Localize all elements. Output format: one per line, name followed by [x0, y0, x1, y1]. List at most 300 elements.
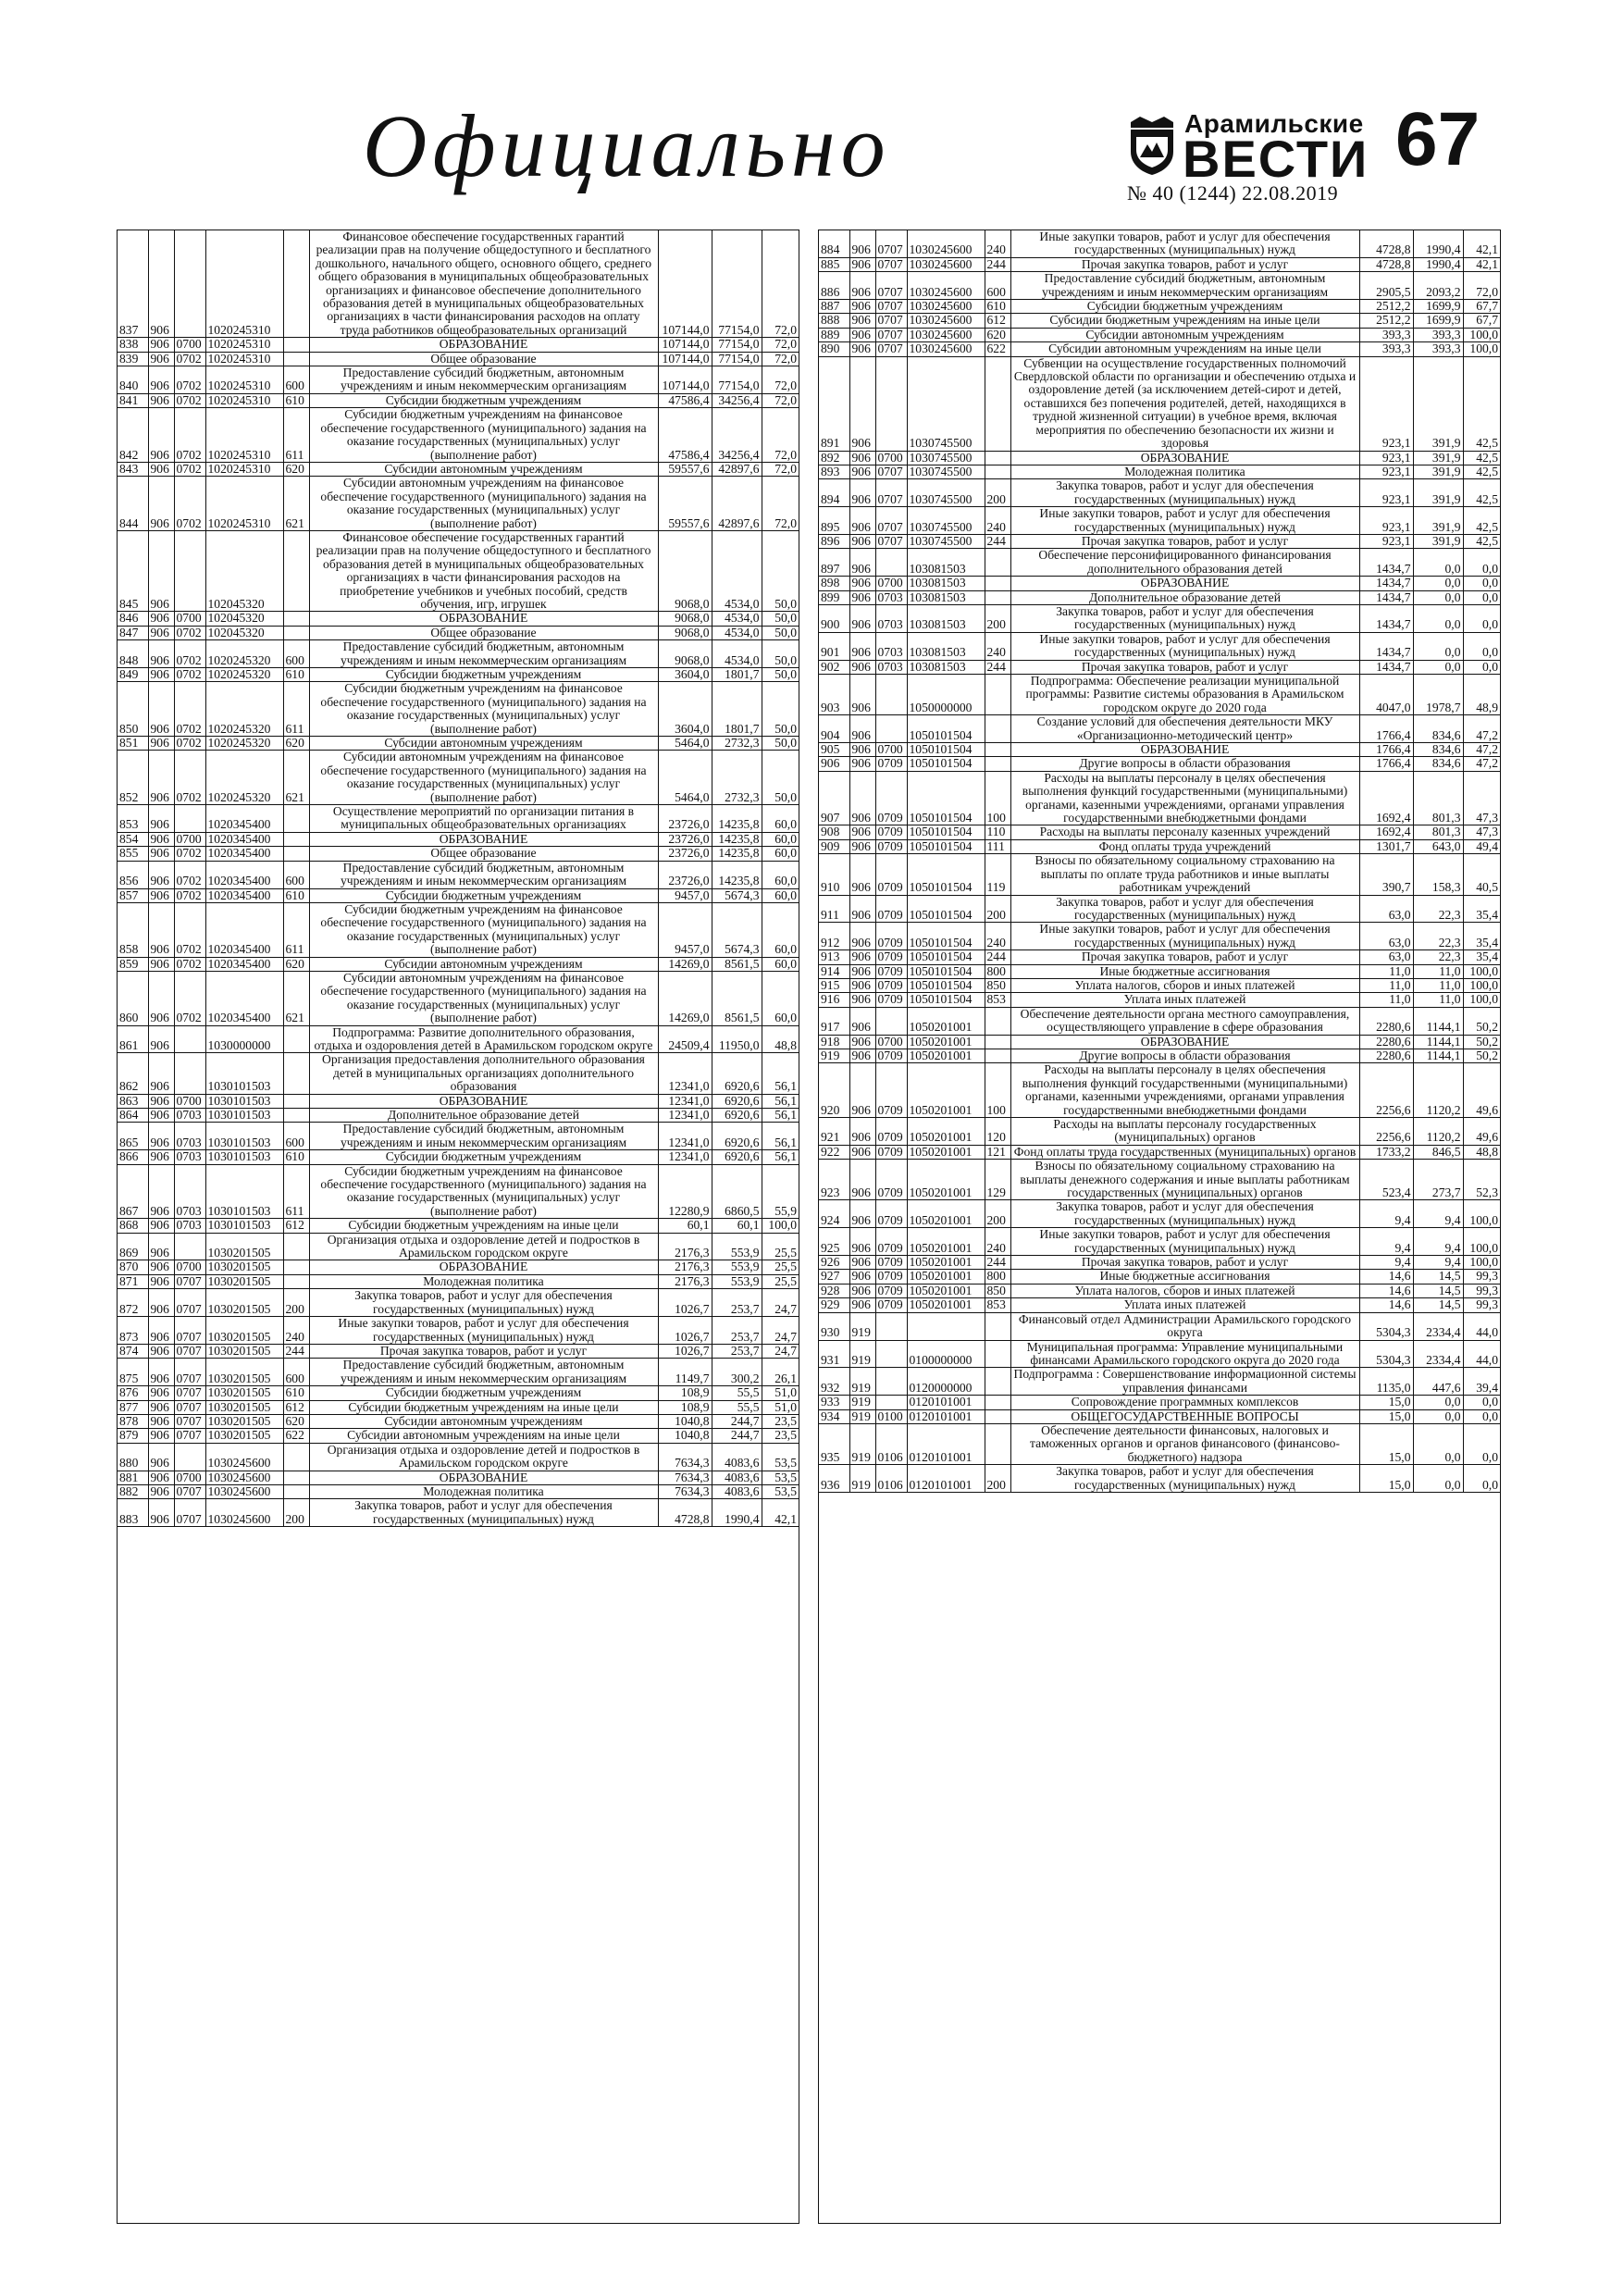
expense-type-code-cell — [985, 577, 1010, 590]
executed-amount-cell: 77154,0 — [712, 366, 762, 394]
expense-type-code-cell: 600 — [283, 640, 309, 668]
section-code-cell — [875, 675, 907, 715]
expense-type-code-cell — [985, 1312, 1010, 1340]
expense-type-code-cell: 200 — [283, 1499, 309, 1527]
table-row — [118, 626, 799, 639]
planned-amount-cell: 23726,0 — [658, 832, 712, 846]
planned-amount-cell: 1766,4 — [1359, 715, 1413, 743]
executed-amount-cell: 1144,1 — [1413, 1049, 1463, 1062]
expense-name-cell: Обеспечение деятельности органа местного самоуправления, осуществляющего управление в сфере образования — [1010, 1007, 1359, 1035]
execution-percent-cell: 23,5 — [762, 1414, 799, 1428]
table-row — [819, 978, 1500, 992]
row-number-cell: 919 — [819, 1049, 849, 1062]
section-code-cell — [174, 530, 205, 611]
section-code-cell: 0707 — [875, 314, 907, 328]
target-article-code-cell: 1030245600 — [205, 1499, 283, 1527]
expense-type-code-cell: 610 — [283, 1386, 309, 1400]
table-row — [118, 477, 799, 531]
table-row — [819, 1340, 1500, 1368]
section-code-cell: 0707 — [875, 465, 907, 478]
expense-name-cell: Субсидии автономным учреждениям на финансовое обеспечение государственного (муниципального) задания на оказание государственных (муниципальных) услуг (выполнение работ) — [309, 751, 658, 805]
ministry-code-cell: 906 — [849, 950, 875, 964]
execution-percent-cell: 99,3 — [1463, 1284, 1500, 1297]
execution-percent-cell: 56,1 — [762, 1123, 799, 1150]
expense-name-cell: Субсидии бюджетным учреждениям на иные цели — [309, 1219, 658, 1233]
planned-amount-cell: 11,0 — [1359, 978, 1413, 992]
expense-name-cell: Субсидии бюджетным учреждениям на финансовое обеспечение государственного (муниципального) задания на оказание государственных (муниципальных) услуг (выполнение работ) — [309, 1164, 658, 1219]
table-row — [819, 1063, 1500, 1118]
planned-amount-cell: 390,7 — [1359, 854, 1413, 895]
row-number-cell: 931 — [819, 1340, 849, 1368]
section-code-cell: 0700 — [174, 1260, 205, 1274]
expense-type-code-cell: 622 — [985, 342, 1010, 356]
ministry-code-cell: 906 — [148, 861, 174, 888]
executed-amount-cell: 14235,8 — [712, 861, 762, 888]
planned-amount-cell: 1434,7 — [1359, 577, 1413, 590]
table-row — [819, 534, 1500, 548]
execution-percent-cell: 100,0 — [1463, 328, 1500, 341]
expense-type-code-cell: 612 — [283, 1400, 309, 1414]
executed-amount-cell: 9,4 — [1413, 1256, 1463, 1270]
ministry-code-cell: 906 — [849, 1228, 875, 1256]
section-code-cell — [174, 805, 205, 833]
ministry-code-cell: 906 — [148, 1150, 174, 1164]
planned-amount-cell: 9068,0 — [658, 640, 712, 668]
expense-name-cell: Расходы на выплаты персоналу в целях обеспечения выполнения функций государственными (муниципальными) органами, казенными учреждениями, органами управления государственными внебюджетными фондами — [1010, 1063, 1359, 1118]
table-row — [819, 660, 1500, 674]
executed-amount-cell: 1990,4 — [1413, 230, 1463, 257]
expense-type-code-cell: 622 — [283, 1429, 309, 1443]
target-article-code-cell: 1050201001 — [907, 1270, 985, 1284]
execution-percent-cell: 72,0 — [762, 230, 799, 338]
expense-type-code-cell: 610 — [283, 668, 309, 682]
ministry-code-cell: 906 — [849, 825, 875, 839]
ministry-code-cell: 906 — [148, 477, 174, 531]
target-article-code-cell: 1050201001 — [907, 1049, 985, 1062]
ministry-code-cell: 906 — [849, 1298, 875, 1312]
table-row — [819, 507, 1500, 535]
row-number-cell: 854 — [118, 832, 148, 846]
planned-amount-cell: 9457,0 — [658, 902, 712, 957]
planned-amount-cell: 12280,9 — [658, 1164, 712, 1219]
section-code-cell: 0703 — [875, 632, 907, 660]
planned-amount-cell: 14,6 — [1359, 1284, 1413, 1297]
expense-name-cell: Предоставление субсидий бюджетным, автономным учреждениям и иным некоммерческим организациям — [309, 366, 658, 394]
executed-amount-cell: 0,0 — [1413, 577, 1463, 590]
row-number-cell: 913 — [819, 950, 849, 964]
execution-percent-cell: 35,4 — [1463, 895, 1500, 923]
expense-name-cell: Взносы по обязательному социальному страхованию на выплаты по оплате труда работников и иные выплаты работникам учреждений — [1010, 854, 1359, 895]
section-code-cell — [875, 1340, 907, 1368]
section-code-cell: 0700 — [875, 577, 907, 590]
expense-name-cell: Иные закупки товаров, работ и услуг для обеспечения государственных (муниципальных) нужд — [1010, 1228, 1359, 1256]
planned-amount-cell: 12341,0 — [658, 1094, 712, 1108]
row-number-cell: 837 — [118, 230, 148, 338]
planned-amount-cell: 14,6 — [1359, 1298, 1413, 1312]
expense-type-code-cell: 600 — [283, 861, 309, 888]
execution-percent-cell: 42,5 — [1463, 479, 1500, 507]
section-code-cell: 0709 — [875, 1049, 907, 1062]
expense-name-cell: Фонд оплаты труда государственных (муниципальных) органов — [1010, 1145, 1359, 1159]
execution-percent-cell: 72,0 — [1463, 272, 1500, 300]
expense-type-code-cell — [283, 1484, 309, 1498]
row-number-cell: 869 — [118, 1233, 148, 1260]
expense-type-code-cell: 611 — [283, 1164, 309, 1219]
expense-type-code-cell — [985, 590, 1010, 604]
expense-name-cell: Закупка товаров, работ и услуг для обеспечения государственных (муниципальных) нужд — [1010, 604, 1359, 632]
section-code-cell: 0702 — [174, 888, 205, 902]
planned-amount-cell: 108,9 — [658, 1386, 712, 1400]
expense-type-code-cell — [283, 1109, 309, 1123]
executed-amount-cell: 4534,0 — [712, 640, 762, 668]
expense-name-cell: Расходы на выплаты персоналу государственных (муниципальных) органов — [1010, 1118, 1359, 1146]
section-code-cell: 0709 — [875, 839, 907, 853]
section-code-cell: 0707 — [174, 1317, 205, 1345]
expense-name-cell: Уплата иных платежей — [1010, 1298, 1359, 1312]
expense-type-code-cell: 240 — [985, 230, 1010, 257]
table-row — [118, 682, 799, 737]
ministry-code-cell: 919 — [849, 1312, 875, 1340]
planned-amount-cell: 1026,7 — [658, 1344, 712, 1358]
expense-type-code-cell — [283, 847, 309, 861]
expense-type-code-cell: 850 — [985, 978, 1010, 992]
execution-percent-cell: 60,0 — [762, 861, 799, 888]
planned-amount-cell: 47586,4 — [658, 408, 712, 463]
table-row — [819, 839, 1500, 853]
row-number-cell: 849 — [118, 668, 148, 682]
ministry-code-cell: 906 — [849, 1035, 875, 1049]
ministry-code-cell: 906 — [148, 626, 174, 639]
target-article-code-cell: 1030201505 — [205, 1414, 283, 1428]
table-row — [118, 1274, 799, 1288]
target-article-code-cell: 1030245600 — [907, 300, 985, 314]
planned-amount-cell: 4728,8 — [658, 1499, 712, 1527]
expense-type-code-cell — [985, 1035, 1010, 1049]
ministry-code-cell: 906 — [849, 715, 875, 743]
ministry-code-cell: 906 — [849, 1049, 875, 1062]
expense-name-cell: Субсидии бюджетным учреждениям — [309, 393, 658, 407]
expense-type-code-cell: 611 — [283, 408, 309, 463]
executed-amount-cell: 77154,0 — [712, 338, 762, 352]
target-article-code-cell: 1050101504 — [907, 854, 985, 895]
row-number-cell: 910 — [819, 854, 849, 895]
row-number-cell: 861 — [118, 1025, 148, 1053]
expense-name-cell: Подпрограмма : Совершенствование информационной системы управления финансами — [1010, 1368, 1359, 1396]
expense-type-code-cell — [283, 352, 309, 366]
table-row — [118, 1344, 799, 1358]
target-article-code-cell: 0120101001 — [907, 1396, 985, 1409]
expense-type-code-cell: 600 — [985, 272, 1010, 300]
executed-amount-cell: 393,3 — [1413, 328, 1463, 341]
expense-type-code-cell: 200 — [985, 1200, 1010, 1228]
expense-type-code-cell: 621 — [283, 971, 309, 1025]
row-number-cell: 926 — [819, 1256, 849, 1270]
expense-type-code-cell — [985, 757, 1010, 771]
executed-amount-cell: 1144,1 — [1413, 1007, 1463, 1035]
table-row — [118, 1414, 799, 1428]
expense-type-code-cell: 244 — [985, 1256, 1010, 1270]
execution-percent-cell: 47,2 — [1463, 715, 1500, 743]
execution-percent-cell: 50,2 — [1463, 1049, 1500, 1062]
expense-type-code-cell: 100 — [985, 1063, 1010, 1118]
expense-name-cell: Субсидии автономным учреждениям — [309, 462, 658, 476]
table-row — [819, 1465, 1500, 1493]
planned-amount-cell: 1149,7 — [658, 1359, 712, 1386]
target-article-code-cell: 1030745500 — [907, 451, 985, 465]
executed-amount-cell: 11,0 — [1413, 993, 1463, 1007]
expense-type-code-cell: 621 — [283, 751, 309, 805]
execution-percent-cell: 49,6 — [1463, 1063, 1500, 1118]
target-article-code-cell: 1030245600 — [907, 342, 985, 356]
expense-name-cell: Субсидии автономным учреждениям — [1010, 328, 1359, 341]
row-number-cell: 858 — [118, 902, 148, 957]
ministry-code-cell: 906 — [148, 682, 174, 737]
ministry-code-cell: 906 — [148, 530, 174, 611]
row-number-cell: 892 — [819, 451, 849, 465]
expense-name-cell: Субсидии бюджетным учреждениям — [309, 1150, 658, 1164]
planned-amount-cell: 3604,0 — [658, 682, 712, 737]
planned-amount-cell: 63,0 — [1359, 950, 1413, 964]
planned-amount-cell: 5304,3 — [1359, 1312, 1413, 1340]
planned-amount-cell: 12341,0 — [658, 1053, 712, 1094]
target-article-code-cell: 1030101503 — [205, 1109, 283, 1123]
executed-amount-cell: 1990,4 — [1413, 257, 1463, 271]
expense-type-code-cell — [283, 230, 309, 338]
target-article-code-cell: 1020245310 — [205, 393, 283, 407]
expense-name-cell: Подпрограмма: Развитие дополнительного образования, отдыха и оздоровления детей в Арамильском городском округе — [309, 1025, 658, 1053]
expense-name-cell: Иные закупки товаров, работ и услуг для обеспечения государственных (муниципальных) нужд — [1010, 923, 1359, 950]
table-row — [819, 577, 1500, 590]
execution-percent-cell: 49,6 — [1463, 1118, 1500, 1146]
executed-amount-cell: 253,7 — [712, 1317, 762, 1345]
ministry-code-cell: 906 — [148, 408, 174, 463]
table-row — [118, 338, 799, 352]
target-article-code-cell: 1020245320 — [205, 751, 283, 805]
execution-percent-cell: 60,0 — [762, 957, 799, 971]
ministry-code-cell: 906 — [849, 978, 875, 992]
execution-percent-cell: 60,0 — [762, 805, 799, 833]
brand-name-top: Арамильские — [1184, 109, 1364, 138]
executed-amount-cell: 5674,3 — [712, 902, 762, 957]
planned-amount-cell: 107144,0 — [658, 352, 712, 366]
execution-percent-cell: 60,0 — [762, 888, 799, 902]
planned-amount-cell: 1135,0 — [1359, 1368, 1413, 1396]
row-number-cell: 862 — [118, 1053, 148, 1094]
target-article-code-cell: 1020345400 — [205, 861, 283, 888]
table-row — [819, 1007, 1500, 1035]
row-number-cell: 842 — [118, 408, 148, 463]
expense-type-code-cell — [283, 1274, 309, 1288]
row-number-cell: 929 — [819, 1298, 849, 1312]
section-code-cell: 0707 — [875, 507, 907, 535]
section-code-cell: 0703 — [174, 1164, 205, 1219]
coat-of-arms-icon — [1127, 115, 1177, 176]
ministry-code-cell: 919 — [849, 1396, 875, 1409]
expense-name-cell: Закупка товаров, работ и услуг для обеспечения государственных (муниципальных) нужд — [309, 1499, 658, 1527]
ministry-code-cell: 906 — [148, 1260, 174, 1274]
section-code-cell: 0707 — [174, 1359, 205, 1386]
executed-amount-cell: 11,0 — [1413, 964, 1463, 978]
section-code-cell: 0707 — [174, 1274, 205, 1288]
row-number-cell: 839 — [118, 352, 148, 366]
ministry-code-cell: 906 — [849, 577, 875, 590]
section-code-cell — [875, 549, 907, 577]
expense-name-cell: Фонд оплаты труда учреждений — [1010, 839, 1359, 853]
newspaper-logo — [1127, 104, 1369, 188]
ministry-code-cell: 906 — [849, 993, 875, 1007]
executed-amount-cell: 60,1 — [712, 1219, 762, 1233]
row-number-cell: 917 — [819, 1007, 849, 1035]
expense-type-code-cell — [283, 1053, 309, 1094]
row-number-cell: 928 — [819, 1284, 849, 1297]
ministry-code-cell: 906 — [849, 479, 875, 507]
ministry-code-cell: 906 — [148, 1164, 174, 1219]
ministry-code-cell: 906 — [148, 1219, 174, 1233]
expense-type-code-cell: 240 — [985, 1228, 1010, 1256]
row-number-cell: 860 — [118, 971, 148, 1025]
executed-amount-cell: 14,5 — [1413, 1298, 1463, 1312]
executed-amount-cell: 553,9 — [712, 1233, 762, 1260]
section-code-cell: 0702 — [174, 902, 205, 957]
section-code-cell: 0702 — [174, 477, 205, 531]
target-article-code-cell: 1050101504 — [907, 715, 985, 743]
executed-amount-cell: 253,7 — [712, 1289, 762, 1317]
ministry-code-cell: 906 — [148, 1484, 174, 1498]
execution-percent-cell: 50,0 — [762, 751, 799, 805]
executed-amount-cell: 22,3 — [1413, 895, 1463, 923]
table-row — [118, 530, 799, 611]
target-article-code-cell: 1030245600 — [205, 1471, 283, 1484]
expense-type-code-cell: 620 — [283, 462, 309, 476]
expense-name-cell: Обеспечение деятельности финансовых, налоговых и таможенных органов и органов финансового (финансово-бюджетного) надзора — [1010, 1423, 1359, 1464]
target-article-code-cell: 1030245600 — [205, 1443, 283, 1471]
target-article-code-cell: 0120101001 — [907, 1465, 985, 1493]
expense-type-code-cell: 120 — [985, 1118, 1010, 1146]
section-code-cell: 0709 — [875, 771, 907, 825]
execution-percent-cell: 52,3 — [1463, 1160, 1500, 1200]
expense-name-cell: Прочая закупка товаров, работ и услуг — [1010, 534, 1359, 548]
expense-type-code-cell: 612 — [985, 314, 1010, 328]
table-row — [819, 604, 1500, 632]
target-article-code-cell: 1050101504 — [907, 895, 985, 923]
planned-amount-cell: 1434,7 — [1359, 549, 1413, 577]
row-number-cell: 890 — [819, 342, 849, 356]
execution-percent-cell: 0,0 — [1463, 590, 1500, 604]
table-row — [819, 1049, 1500, 1062]
executed-amount-cell: 4083,6 — [712, 1484, 762, 1498]
row-number-cell: 935 — [819, 1423, 849, 1464]
table-row — [118, 1260, 799, 1274]
row-number-cell: 887 — [819, 300, 849, 314]
section-code-cell: 0709 — [875, 1145, 907, 1159]
expense-name-cell: ОБРАЗОВАНИЕ — [1010, 577, 1359, 590]
planned-amount-cell: 9,4 — [1359, 1200, 1413, 1228]
execution-percent-cell: 50,0 — [762, 640, 799, 668]
target-article-code-cell: 0120000000 — [907, 1368, 985, 1396]
planned-amount-cell: 63,0 — [1359, 895, 1413, 923]
expense-name-cell: Дополнительное образование детей — [1010, 590, 1359, 604]
expense-type-code-cell: 612 — [283, 1219, 309, 1233]
section-code-cell: 0703 — [875, 660, 907, 674]
expense-type-code-cell: 620 — [283, 1414, 309, 1428]
expense-type-code-cell: 240 — [283, 1317, 309, 1345]
target-article-code-cell: 1050101504 — [907, 993, 985, 1007]
table-row — [118, 352, 799, 366]
row-number-cell: 918 — [819, 1035, 849, 1049]
execution-percent-cell: 0,0 — [1463, 1409, 1500, 1423]
planned-amount-cell: 1766,4 — [1359, 757, 1413, 771]
row-number-cell: 882 — [118, 1484, 148, 1498]
section-code-cell: 0709 — [875, 1118, 907, 1146]
expense-type-code-cell: 110 — [985, 825, 1010, 839]
execution-percent-cell: 24,7 — [762, 1317, 799, 1345]
executed-amount-cell: 391,9 — [1413, 356, 1463, 451]
target-article-code-cell: 1020245310 — [205, 408, 283, 463]
section-code-cell: 0707 — [875, 342, 907, 356]
expense-name-cell: ОБРАЗОВАНИЕ — [309, 1094, 658, 1108]
section-code-cell: 0702 — [174, 751, 205, 805]
expense-name-cell: Другие вопросы в области образования — [1010, 1049, 1359, 1062]
expense-type-code-cell: 610 — [283, 888, 309, 902]
executed-amount-cell: 4083,6 — [712, 1471, 762, 1484]
target-article-code-cell: 1050201001 — [907, 1200, 985, 1228]
executed-amount-cell: 22,3 — [1413, 923, 1463, 950]
execution-percent-cell: 50,0 — [762, 668, 799, 682]
section-code-cell: 0702 — [174, 737, 205, 751]
section-code-cell: 0700 — [875, 743, 907, 757]
ministry-code-cell: 906 — [148, 230, 174, 338]
section-code-cell: 0707 — [174, 1289, 205, 1317]
expense-type-code-cell — [283, 1260, 309, 1274]
planned-amount-cell: 59557,6 — [658, 462, 712, 476]
target-article-code-cell: 1030245600 — [907, 230, 985, 257]
target-article-code-cell: 102045320 — [205, 626, 283, 639]
execution-percent-cell: 50,0 — [762, 612, 799, 626]
expense-type-code-cell: 621 — [283, 477, 309, 531]
target-article-code-cell: 1050201001 — [907, 1035, 985, 1049]
expense-type-code-cell: 244 — [985, 257, 1010, 271]
section-code-cell: 0702 — [174, 847, 205, 861]
expense-name-cell: ОБЩЕГОСУДАРСТВЕННЫЕ ВОПРОСЫ — [1010, 1409, 1359, 1423]
ministry-code-cell: 906 — [849, 1145, 875, 1159]
execution-percent-cell: 72,0 — [762, 462, 799, 476]
ministry-code-cell: 906 — [148, 847, 174, 861]
ministry-code-cell: 906 — [849, 923, 875, 950]
target-article-code-cell: 103081503 — [907, 660, 985, 674]
execution-percent-cell: 35,4 — [1463, 923, 1500, 950]
executed-amount-cell: 77154,0 — [712, 352, 762, 366]
executed-amount-cell: 6860,5 — [712, 1164, 762, 1219]
ministry-code-cell: 919 — [849, 1465, 875, 1493]
execution-percent-cell: 47,2 — [1463, 743, 1500, 757]
execution-percent-cell: 50,0 — [762, 530, 799, 611]
target-article-code-cell: 1030245600 — [907, 257, 985, 271]
planned-amount-cell: 47586,4 — [658, 393, 712, 407]
expense-name-cell: Закупка товаров, работ и услуг для обеспечения государственных (муниципальных) нужд — [1010, 895, 1359, 923]
planned-amount-cell: 923,1 — [1359, 356, 1413, 451]
row-number-cell: 870 — [118, 1260, 148, 1274]
table-row — [118, 230, 799, 338]
expense-name-cell: Сопровождение программных комплексов — [1010, 1396, 1359, 1409]
section-code-cell: 0702 — [174, 640, 205, 668]
row-number-cell: 906 — [819, 757, 849, 771]
target-article-code-cell: 1030745500 — [907, 465, 985, 478]
execution-percent-cell: 0,0 — [1463, 660, 1500, 674]
expense-type-code-cell: 121 — [985, 1145, 1010, 1159]
target-article-code-cell: 1030101503 — [205, 1150, 283, 1164]
planned-amount-cell: 1434,7 — [1359, 632, 1413, 660]
ministry-code-cell: 906 — [148, 462, 174, 476]
